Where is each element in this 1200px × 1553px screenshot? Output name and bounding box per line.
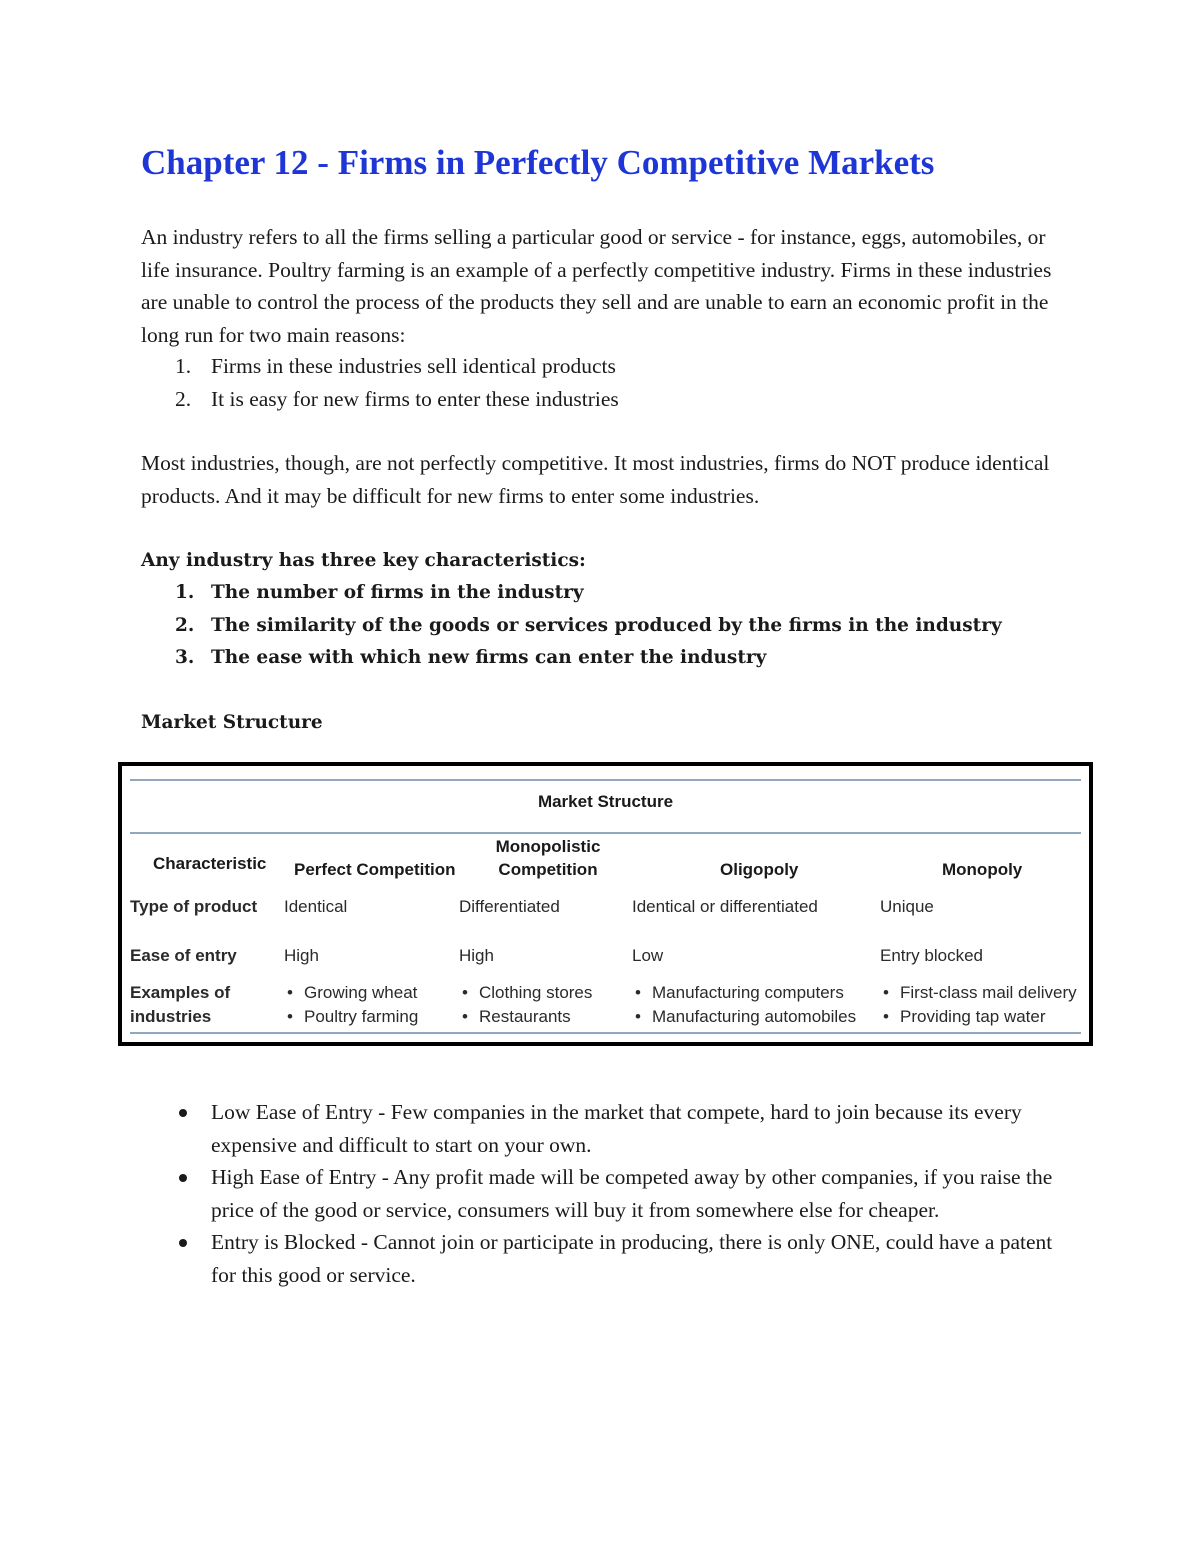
- cell-entry-oligopoly: Low: [632, 946, 664, 965]
- cell-type-monopoly: Unique: [880, 897, 934, 916]
- key-characteristics-heading: Any industry has three key characteristics:: [141, 550, 586, 571]
- list-item: [141, 1096, 1071, 1161]
- example-item: • First-class mail delivery: [900, 981, 1077, 1004]
- example-item: • Providing tap water: [900, 1005, 1046, 1028]
- list-item: [141, 1161, 1071, 1226]
- list-item: [141, 577, 1002, 610]
- list-item: [141, 642, 1002, 675]
- market-structure-heading: Market Structure: [141, 712, 323, 733]
- cell-type-monopolistic: Differentiated: [459, 897, 560, 916]
- list-item: [141, 610, 1002, 643]
- reasons-list: [141, 350, 619, 415]
- example-item: • Manufacturing computers: [652, 981, 844, 1004]
- row-label-examples-line2: industries: [130, 1007, 212, 1026]
- list-item: [141, 350, 619, 383]
- header-perfect-competition: Perfect Competition: [294, 860, 456, 879]
- list-item: [141, 383, 619, 416]
- cell-type-oligopoly: Identical or differentiated: [632, 897, 818, 916]
- bullet-icon: [179, 1174, 187, 1182]
- list-number: 2.: [175, 386, 192, 411]
- table-rule: [130, 779, 1081, 781]
- header-monopoly: Monopoly: [942, 860, 1023, 879]
- example-item: • Clothing stores: [479, 981, 592, 1004]
- list-item-text: The number of firms in the industry: [211, 582, 584, 603]
- cell-entry-monopolistic: High: [459, 946, 494, 965]
- intro-paragraph: An industry refers to all the firms selling a particular good or service - for instance, eggs, automobiles, or life insurance. Poultry farming is an example of a perfectly competitive industry. Firms in these industries are unable to control the process of the products they sell and are unable to earn an economic profit in the long run for two main reasons:: [141, 225, 1052, 347]
- list-item-text: Low Ease of Entry - Few companies in the market that compete, hard to join because its every expensive and difficult to start on your own.: [211, 1100, 1022, 1157]
- list-item-text: Firms in these industries sell identical products: [211, 354, 616, 378]
- cell-entry-monopoly: Entry blocked: [880, 946, 983, 965]
- table-caption: Market Structure: [537, 792, 674, 811]
- header-oligopoly: Oligopoly: [720, 860, 799, 879]
- list-number: 1.: [175, 354, 192, 378]
- example-item: • Manufacturing automobiles: [652, 1005, 856, 1028]
- row-label-examples-line1: Examples of: [130, 983, 231, 1002]
- chapter-title: Chapter 12 - Firms in Perfectly Competitive Markets: [141, 143, 935, 182]
- example-item: • Restaurants: [479, 1005, 571, 1028]
- key-characteristics-list: [141, 577, 1002, 675]
- cell-entry-perfect: High: [284, 946, 319, 965]
- bullet-icon: [179, 1239, 187, 1247]
- market-structure-table: [118, 762, 1093, 1046]
- list-item: [141, 1226, 1071, 1291]
- list-item-text: High Ease of Entry - Any profit made will be competed away by other companies, if you raise the price of the good or service, consumers will buy it from somewhere else for cheaper.: [211, 1165, 1053, 1222]
- cell-type-perfect: Identical: [284, 897, 348, 916]
- list-item-text: It is easy for new firms to enter these industries: [211, 386, 619, 411]
- row-label-entry: Ease of entry: [130, 946, 237, 965]
- example-item: • Poultry farming: [304, 1005, 418, 1028]
- header-monopolistic-line2: Competition: [498, 860, 598, 879]
- list-number: 1.: [175, 582, 195, 603]
- table-rule: [130, 1032, 1081, 1034]
- example-item: • Growing wheat: [304, 981, 417, 1004]
- header-characteristic: Characteristic: [153, 854, 267, 873]
- header-monopolistic-line1: Monopolistic: [495, 837, 601, 856]
- bullet-icon: [179, 1109, 187, 1117]
- list-number: 3.: [175, 647, 195, 668]
- ease-of-entry-definitions: [141, 1096, 1071, 1291]
- row-label-type: Type of product: [130, 897, 258, 916]
- most-industries-paragraph: Most industries, though, are not perfectly competitive. It most industries, firms do NOT produce identical products. And it may be difficult for new firms to enter some industries.: [141, 451, 1050, 508]
- list-item-text: Entry is Blocked - Cannot join or participate in producing, there is only ONE, could have a patent for this good or service.: [211, 1230, 1053, 1287]
- list-item-text: The ease with which new firms can enter the industry: [211, 647, 767, 668]
- list-number: 2.: [175, 614, 195, 636]
- table-rule: [130, 832, 1081, 834]
- list-item-text: The similarity of the goods or services produced by the firms in the industry: [211, 614, 1002, 636]
